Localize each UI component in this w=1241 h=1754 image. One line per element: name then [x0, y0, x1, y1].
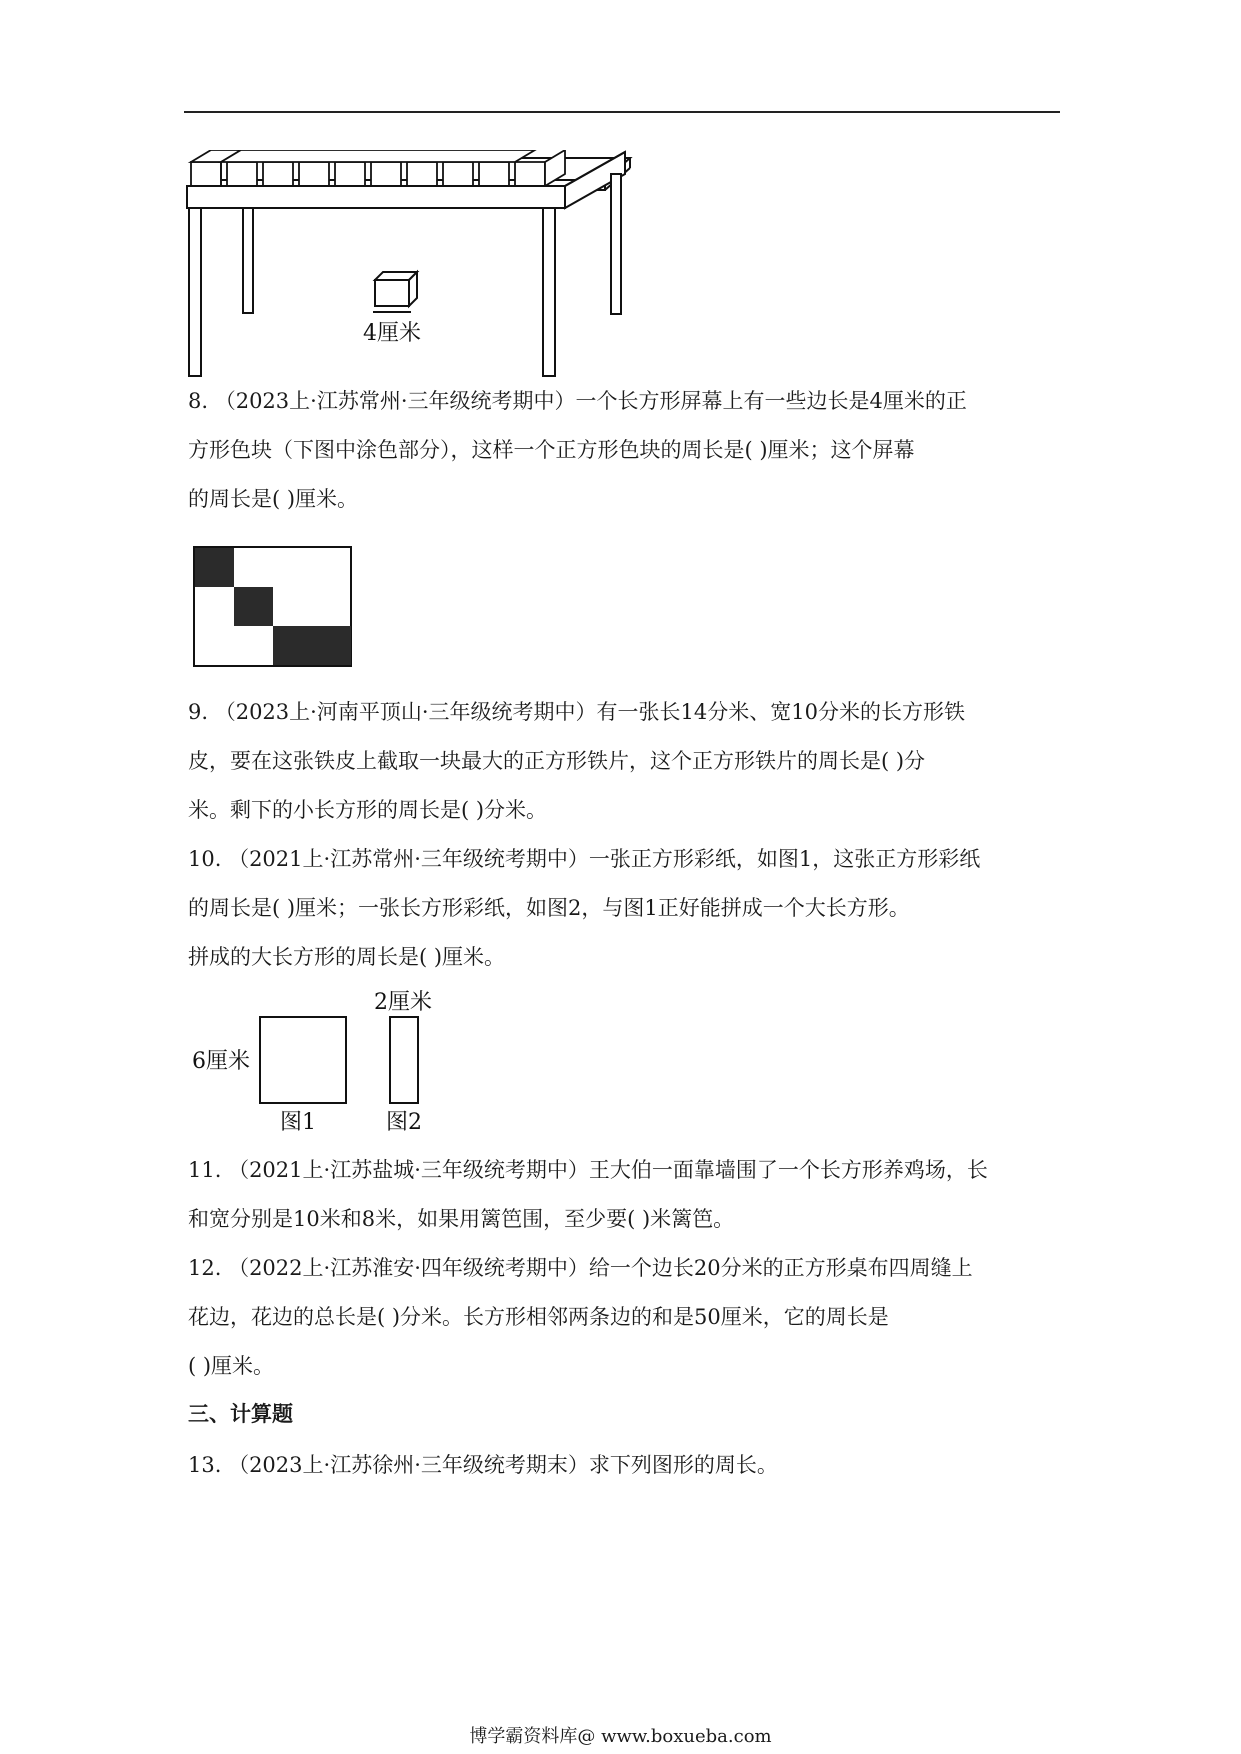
shaded-square	[234, 587, 273, 626]
question-line: 10. （2021上·江苏常州·三年级统考期中）一张正方形彩纸，如图1，这张正方形彩纸	[188, 847, 981, 871]
section-title: 三、计算题	[188, 1401, 293, 1426]
question-line: 米。剩下的小长方形的周长是( )分米。	[188, 798, 548, 822]
rect-width-label: 2厘米	[374, 990, 432, 1015]
question-line: 和宽分别是10米和8米，如果用篱笆围，至少要( )米篱笆。	[188, 1207, 735, 1231]
question-8	[188, 377, 1058, 524]
footer-watermark: 博学霸资料库@ www.boxueba.com	[469, 1726, 772, 1747]
question-line: 方形色块（下图中涂色部分），这样一个正方形色块的周长是( )厘米；这个屏幕	[188, 438, 915, 462]
shaded-square	[273, 626, 351, 665]
question-11	[188, 1146, 1058, 1244]
square-side-label: 6厘米	[192, 1049, 250, 1074]
header-rule	[184, 111, 1060, 113]
question-line: 11. （2021上·江苏盐城·三年级统考期中）王大伯一面靠墙围了一个长方形养鸡场，长	[188, 1158, 988, 1182]
question-line: 拼成的大长方形的周长是( )厘米。	[188, 945, 506, 969]
square-and-rectangle-figure	[190, 985, 450, 1135]
question-line: 的周长是( )厘米；一张长方形彩纸，如图2，与图1正好能拼成一个大长方形。	[188, 896, 910, 920]
question-line: 的周长是( )厘米。	[188, 487, 359, 511]
question-line: 13. （2023上·江苏徐州·三年级统考期末）求下列图形的周长。	[188, 1453, 778, 1477]
question-line: 9. （2023上·河南平顶山·三年级统考期中）有一张长14分米、宽10分米的长方形铁	[188, 700, 965, 724]
question-line: 花边，花边的总长是( )分米。长方形相邻两条边的和是50厘米，它的周长是	[188, 1305, 889, 1329]
figure-1-caption: 图1	[280, 1110, 316, 1135]
question-line: ( )厘米。	[188, 1354, 275, 1378]
screen-squares-figure	[193, 546, 353, 670]
question-line: 12. （2022上·江苏淮安·四年级统考期中）给一个边长20分米的正方形桌布四周缝上	[188, 1256, 973, 1280]
question-line: 皮，要在这张铁皮上截取一块最大的正方形铁片，这个正方形铁片的周长是( )分	[188, 749, 926, 773]
table-with-cubes-figure	[185, 150, 635, 380]
question-12	[188, 1244, 1058, 1391]
question-13	[188, 1441, 1058, 1490]
question-10	[188, 835, 1058, 982]
cube-size-label: 4厘米	[363, 321, 421, 346]
question-9	[188, 688, 1058, 835]
shaded-square	[195, 548, 234, 587]
question-line: 8. （2023上·江苏常州·三年级统考期中）一个长方形屏幕上有一些边长是4厘米的正	[188, 389, 967, 413]
figure-2-caption: 图2	[386, 1110, 422, 1135]
